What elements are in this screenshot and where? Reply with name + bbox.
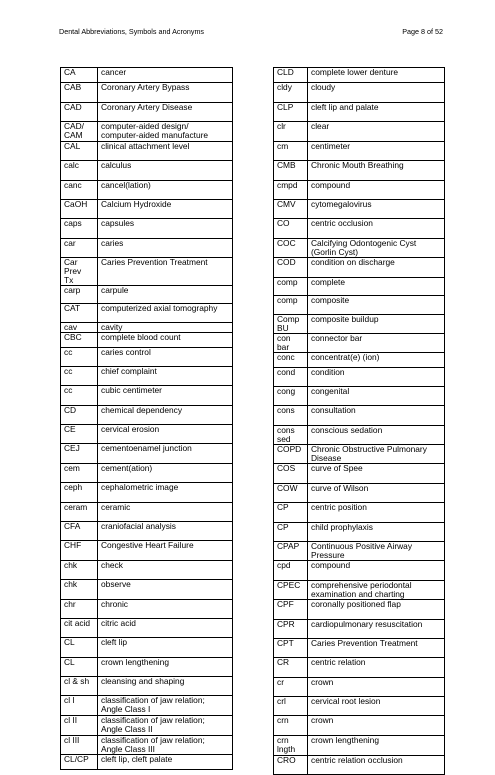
meaning-cell: compound [308, 181, 445, 200]
meaning-cell: Chronic Obstructive Pulmonary Disease [308, 445, 445, 464]
table-row [274, 600, 445, 620]
abbreviation-cell: cr [274, 678, 308, 697]
abbreviation-cell: caps [61, 219, 98, 239]
table-row [274, 368, 445, 387]
table-row [274, 387, 445, 406]
meaning-cell: condition on discharge [308, 258, 445, 278]
meaning-cell: curve of Wilson [308, 484, 445, 503]
abbreviation-cell: CD [61, 406, 98, 425]
abbreviation-cell: cpd [274, 561, 308, 581]
meaning-cell: computer-aided design/ computer-aided manufacture [98, 122, 233, 142]
abbreviation-cell: cl I [61, 696, 98, 716]
abbreviation-cell: chk [61, 580, 98, 600]
abbreviation-cell: CRO [274, 756, 308, 775]
abbreviation-cell: ceph [61, 483, 98, 503]
abbreviation-cell: CaOH [61, 200, 98, 219]
abbreviation-cell: cc [61, 367, 98, 386]
meaning-cell: Calcifying Odontogenic Cyst (Gorlin Cyst) [308, 239, 445, 258]
table-row [61, 503, 233, 522]
meaning-cell: craniofacial analysis [98, 522, 233, 541]
meaning-cell: Coronary Artery Disease [98, 103, 233, 122]
table-row [61, 161, 233, 181]
abbreviation-cell: CBC [61, 333, 98, 348]
meaning-cell: calculus [98, 161, 233, 181]
abbreviation-cell: CL/CP [61, 755, 98, 770]
table-row [274, 200, 445, 219]
abbreviation-cell: ceram [61, 503, 98, 522]
table-row [61, 239, 233, 258]
abbreviation-cell: clr [274, 122, 308, 142]
table-row [274, 68, 445, 83]
table-row [274, 523, 445, 542]
meaning-cell: Continuous Positive Airway Pressure [308, 542, 445, 561]
meaning-cell: comprehensive periodontal examination and charting [308, 581, 445, 600]
table-row [274, 315, 445, 334]
meaning-cell: complete [308, 278, 445, 296]
meaning-cell: citric acid [98, 619, 233, 638]
abbreviation-cell: COS [274, 464, 308, 484]
table-row [61, 258, 233, 286]
table-row [61, 716, 233, 736]
table-row [61, 561, 233, 580]
table-row [274, 239, 445, 258]
meaning-cell: chronic [98, 600, 233, 619]
meaning-cell: cleft lip, cleft palate [98, 755, 233, 770]
abbreviation-cell: chk [61, 561, 98, 580]
abbreviation-cell: cit acid [61, 619, 98, 638]
abbreviation-cell: CP [274, 523, 308, 542]
table-row [274, 716, 445, 736]
meaning-cell: classification of jaw relation; Angle Class II [98, 716, 233, 736]
abbreviation-cell: cl III [61, 736, 98, 755]
table-row [274, 181, 445, 200]
table-row [61, 286, 233, 304]
table-row [61, 103, 233, 122]
meaning-cell: complete blood count [98, 333, 233, 348]
abbreviation-cell: cem [61, 464, 98, 483]
meaning-cell: coronally positioned flap [308, 600, 445, 620]
meaning-cell: chief complaint [98, 367, 233, 386]
abbreviation-cell: COC [274, 239, 308, 258]
table-row [61, 406, 233, 425]
table-row [274, 296, 445, 315]
abbreviation-cell: con bar [274, 334, 308, 353]
document-title: Dental Abbreviations, Symbols and Acronyms [59, 27, 205, 36]
abbreviation-cell: cmpd [274, 181, 308, 200]
table-row [61, 200, 233, 219]
meaning-cell: complete lower denture [308, 68, 445, 83]
table-row [274, 561, 445, 581]
meaning-cell: centimeter [308, 142, 445, 161]
table-row [61, 348, 233, 367]
abbreviation-cell: cc [61, 348, 98, 367]
meaning-cell: consultation [308, 406, 445, 426]
abbreviation-cell: CE [61, 425, 98, 444]
meaning-cell: clear [308, 122, 445, 142]
meaning-cell: crown lengthening [308, 736, 445, 756]
meaning-cell: cavity [98, 323, 233, 333]
meaning-cell: cleft lip [98, 638, 233, 658]
table-row [274, 503, 445, 523]
meaning-cell: observe [98, 580, 233, 600]
abbreviation-cell: cldy [274, 83, 308, 103]
table-row [274, 334, 445, 353]
table-row [61, 541, 233, 561]
table-row [274, 678, 445, 697]
table-row [61, 580, 233, 600]
abbreviation-cell: Comp BU [274, 315, 308, 334]
abbreviation-cell: comp [274, 278, 308, 296]
table-row [61, 658, 233, 677]
table-row [274, 464, 445, 484]
meaning-cell: capsules [98, 219, 233, 239]
abbreviation-cell: CAD/ CAM [61, 122, 98, 142]
table-row [61, 425, 233, 444]
abbreviation-cell: CFA [61, 522, 98, 541]
page-number: Page 8 of 52 [402, 27, 443, 36]
abbreviation-cell: canc [61, 181, 98, 200]
abbreviation-cell: chr [61, 600, 98, 619]
abbreviation-cell: CAD [61, 103, 98, 122]
table-row [61, 600, 233, 619]
abbreviation-cell: calc [61, 161, 98, 181]
abbreviation-cell: CA [61, 68, 98, 83]
meaning-cell: centric position [308, 503, 445, 523]
meaning-cell: child prophylaxis [308, 523, 445, 542]
meaning-cell: centric relation [308, 658, 445, 678]
abbreviation-cell: car [61, 239, 98, 258]
meaning-cell: caries control [98, 348, 233, 367]
abbreviation-cell: CL [61, 638, 98, 658]
table-row [274, 736, 445, 756]
meaning-cell: compound [308, 561, 445, 581]
abbreviation-cell: crn lngth [274, 736, 308, 756]
abbreviation-cell: cm [274, 142, 308, 161]
table-row [61, 755, 233, 770]
abbreviation-cell: CR [274, 658, 308, 678]
table-row [61, 122, 233, 142]
meaning-cell: cementoenamel junction [98, 444, 233, 464]
meaning-cell: Caries Prevention Treatment [308, 639, 445, 658]
abbreviation-cell: CO [274, 219, 308, 239]
table-row [61, 386, 233, 406]
meaning-cell: cleft lip and palate [308, 103, 445, 122]
abbreviation-cell: cc [61, 386, 98, 406]
meaning-cell: cloudy [308, 83, 445, 103]
table-row [61, 638, 233, 658]
abbreviation-cell: CPAP [274, 542, 308, 561]
meaning-cell: curve of Spee [308, 464, 445, 484]
table-row [61, 367, 233, 386]
meaning-cell: crown lengthening [98, 658, 233, 677]
table-row [274, 142, 445, 161]
table-row [274, 219, 445, 239]
abbreviation-cell: CPT [274, 639, 308, 658]
meaning-cell: centric relation occlusion [308, 756, 445, 775]
abbreviation-cell: COPD [274, 445, 308, 464]
abbreviation-cell: crn [274, 716, 308, 736]
meaning-cell: crown [308, 716, 445, 736]
table-row [61, 619, 233, 638]
page-header [59, 27, 443, 36]
meaning-cell: cervical root lesion [308, 697, 445, 716]
table-row [61, 736, 233, 755]
meaning-cell: classification of jaw relation; Angle Class I [98, 696, 233, 716]
table-row [61, 444, 233, 464]
meaning-cell: check [98, 561, 233, 580]
table-row [274, 278, 445, 296]
abbreviation-cell: carp [61, 286, 98, 304]
table-row [61, 464, 233, 483]
meaning-cell: condition [308, 368, 445, 387]
abbreviation-cell: crl [274, 697, 308, 716]
meaning-cell: caries [98, 239, 233, 258]
meaning-cell: composite buildup [308, 315, 445, 334]
table-row [61, 142, 233, 161]
abbreviation-cell: CP [274, 503, 308, 523]
meaning-cell: conscious sedation [308, 426, 445, 445]
abbreviation-cell: CPR [274, 620, 308, 639]
meaning-cell: computerized axial tomography [98, 304, 233, 323]
abbreviation-cell: cond [274, 368, 308, 387]
meaning-cell: cement(ation) [98, 464, 233, 483]
meaning-cell: carpule [98, 286, 233, 304]
table-row [61, 696, 233, 716]
abbreviation-cell: cl & sh [61, 677, 98, 696]
abbreviation-cell: cong [274, 387, 308, 406]
abbreviation-cell: CLD [274, 68, 308, 83]
table-row [61, 522, 233, 541]
meaning-cell: chemical dependency [98, 406, 233, 425]
table-row [61, 304, 233, 323]
table-row [274, 620, 445, 639]
table-row [274, 756, 445, 775]
abbreviation-cell: CMV [274, 200, 308, 219]
table-row [274, 697, 445, 716]
table-row [274, 406, 445, 426]
meaning-cell: cubic centimeter [98, 386, 233, 406]
abbreviation-cell: CHF [61, 541, 98, 561]
abbreviation-cell: Car Prev Tx [61, 258, 98, 286]
table-row [274, 353, 445, 368]
abbreviation-cell: CAL [61, 142, 98, 161]
table-row [274, 161, 445, 181]
table-row [274, 658, 445, 678]
meaning-cell: congenital [308, 387, 445, 406]
meaning-cell: composite [308, 296, 445, 315]
table-row [61, 219, 233, 239]
meaning-cell: clinical attachment level [98, 142, 233, 161]
table-row [274, 581, 445, 600]
meaning-cell: cleansing and shaping [98, 677, 233, 696]
abbreviation-cell: CAB [61, 83, 98, 103]
table-row [274, 83, 445, 103]
abbreviation-cell: COW [274, 484, 308, 503]
abbreviation-cell: CPF [274, 600, 308, 620]
table-row [274, 639, 445, 658]
abbreviation-cell: CEJ [61, 444, 98, 464]
abbreviation-table-right [273, 67, 445, 775]
meaning-cell: Caries Prevention Treatment [98, 258, 233, 286]
meaning-cell: Chronic Mouth Breathing [308, 161, 445, 181]
meaning-cell: connector bar [308, 334, 445, 353]
table-row [274, 122, 445, 142]
abbreviation-cell: cons [274, 406, 308, 426]
meaning-cell: cancer [98, 68, 233, 83]
table-row [61, 323, 233, 333]
table-row [61, 68, 233, 83]
table-row [61, 333, 233, 348]
abbreviation-cell: CL [61, 658, 98, 677]
table-row [274, 445, 445, 464]
table-row [274, 542, 445, 561]
table-row [274, 484, 445, 503]
meaning-cell: Calcium Hydroxide [98, 200, 233, 219]
table-row [61, 83, 233, 103]
abbreviation-cell: CLP [274, 103, 308, 122]
abbreviation-cell: CPEC [274, 581, 308, 600]
table-row [61, 181, 233, 200]
meaning-cell: classification of jaw relation; Angle Class III [98, 736, 233, 755]
meaning-cell: ceramic [98, 503, 233, 522]
abbreviation-cell: cl II [61, 716, 98, 736]
meaning-cell: cephalometric image [98, 483, 233, 503]
table-row [61, 483, 233, 503]
meaning-cell: Congestive Heart Failure [98, 541, 233, 561]
table-row [274, 103, 445, 122]
meaning-cell: Coronary Artery Bypass [98, 83, 233, 103]
table-row [274, 258, 445, 278]
table-row [274, 426, 445, 445]
abbreviation-cell: conc [274, 353, 308, 368]
meaning-cell: cardiopulmonary resuscitation [308, 620, 445, 639]
meaning-cell: centric occlusion [308, 219, 445, 239]
abbreviation-cell: cav [61, 323, 98, 333]
abbreviation-cell: comp [274, 296, 308, 315]
abbreviation-cell: CMB [274, 161, 308, 181]
abbreviation-cell: cons sed [274, 426, 308, 445]
table-row [61, 677, 233, 696]
abbreviation-cell: COD [274, 258, 308, 278]
meaning-cell: cancel(lation) [98, 181, 233, 200]
abbreviation-table-left [60, 67, 233, 770]
meaning-cell: crown [308, 678, 445, 697]
meaning-cell: cytomegalovirus [308, 200, 445, 219]
meaning-cell: cervical erosion [98, 425, 233, 444]
abbreviation-cell: CAT [61, 304, 98, 323]
meaning-cell: concentrat(e) (ion) [308, 353, 445, 368]
